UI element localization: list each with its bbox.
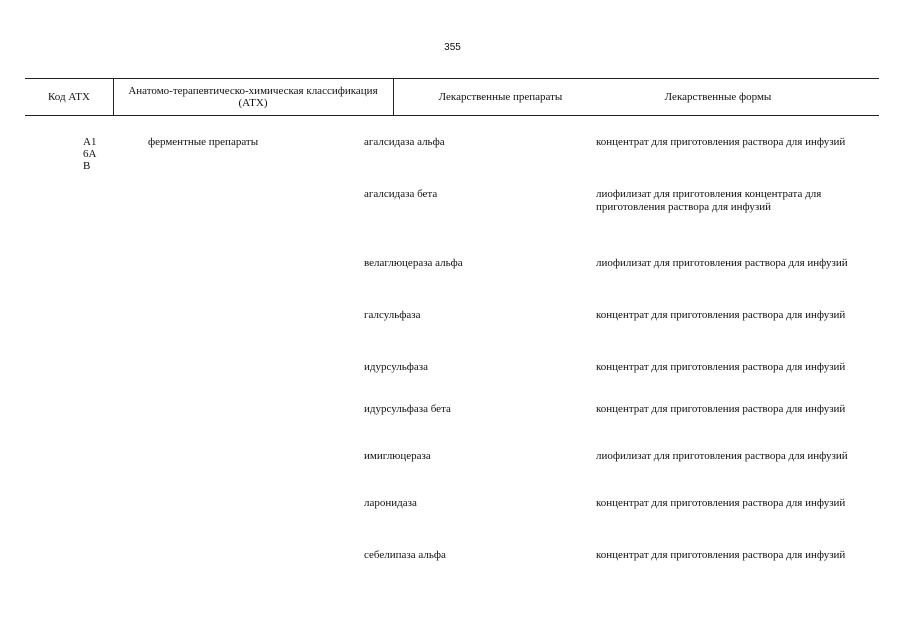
dosage-form: лиофилизат для приготовления раствора для инфузий <box>596 450 848 462</box>
header-drugs: Лекарственные препараты <box>438 91 563 103</box>
dosage-form: лиофилизат для приготовления раствора для инфузий <box>596 257 848 269</box>
drug-name: агалсидаза альфа <box>364 136 445 148</box>
header-forms: Лекарственные формы <box>664 91 772 103</box>
drug-name: галсульфаза <box>364 309 421 321</box>
drug-name: имиглюцераза <box>364 450 431 462</box>
atc-group-name: ферментные препараты <box>148 136 259 148</box>
drug-name: ларонидаза <box>364 497 417 509</box>
drug-name: идурсульфаза <box>364 361 428 373</box>
drug-name: себелипаза альфа <box>364 549 446 561</box>
dosage-form: концентрат для приготовления раствора для инфузий <box>596 549 846 561</box>
atc-code-part: A1 <box>83 136 97 148</box>
page-number: 355 <box>444 42 461 53</box>
atc-code <box>83 136 113 172</box>
header-code: Код АТХ <box>48 91 90 103</box>
header-atc: Анатомо-терапевтическо-химическая классификация (АТХ) <box>128 85 378 109</box>
atc-code-part: 6A <box>83 148 97 160</box>
dosage-form: лиофилизат для приготовления концентрата для приготовления раствора для инфузий <box>596 188 822 213</box>
table-header <box>25 78 879 116</box>
dosage-form: концентрат для приготовления раствора для инфузий <box>596 361 846 373</box>
atc-code-part: B <box>83 160 91 172</box>
dosage-form: концентрат для приготовления раствора для инфузий <box>596 403 846 415</box>
drug-name: велаглюцераза альфа <box>364 257 463 269</box>
dosage-form: концентрат для приготовления раствора для инфузий <box>596 497 846 509</box>
dosage-form: концентрат для приготовления раствора для инфузий <box>596 136 846 148</box>
drug-name: идурсульфаза бета <box>364 403 451 415</box>
dosage-form: концентрат для приготовления раствора для инфузий <box>596 309 846 321</box>
drug-name: агалсидаза бета <box>364 188 438 200</box>
